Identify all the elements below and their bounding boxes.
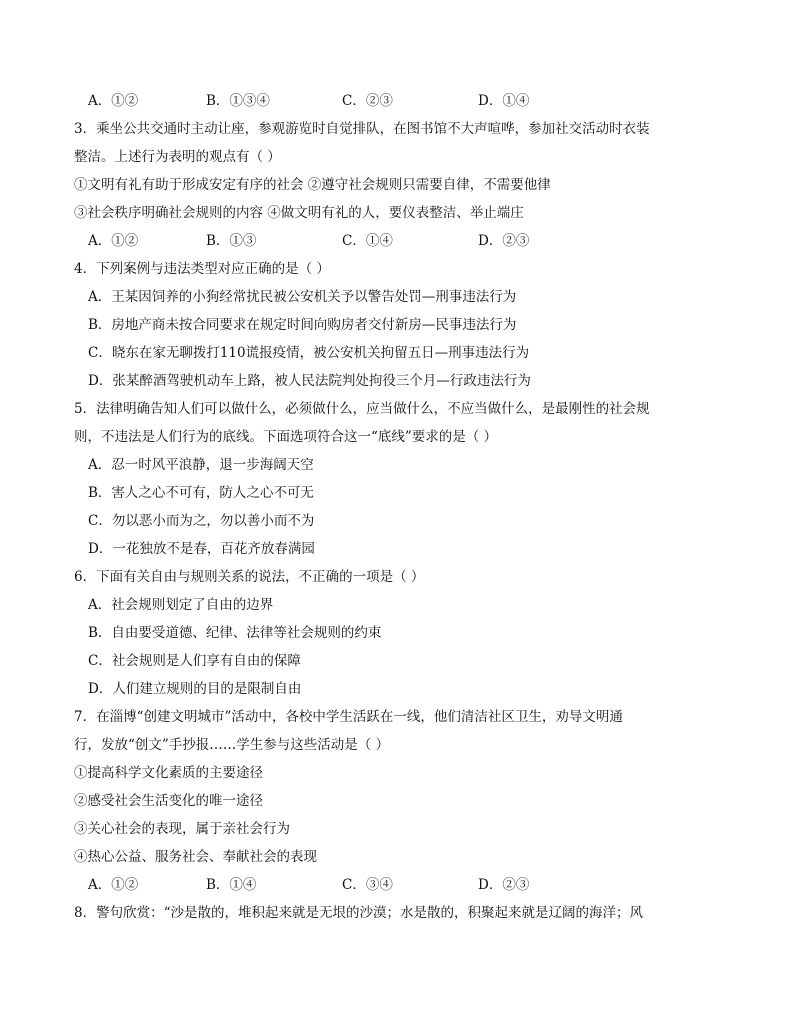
option-b: B．①③④ xyxy=(206,93,270,109)
q2-options xyxy=(88,91,529,111)
q5-option-d: D．一花独放不是春，百花齐放春满园 xyxy=(88,541,315,557)
q6-option-b: B．自由要受道德、纪律、法律等社会规则的约束 xyxy=(88,625,382,641)
q5-option-a: A．忍一时风平浪静，退一步海阔天空 xyxy=(88,457,314,473)
q4-option-b: B．房地产商未按合同要求在规定时间向购房者交付新房—民事违法行为 xyxy=(88,317,517,333)
q4-option-d: D．张某醉酒驾驶机动车上路，被人民法院判处拘役三个月—行政违法行为 xyxy=(88,373,531,389)
q7-statement-2: ②感受社会生活变化的唯一途径 xyxy=(74,793,263,809)
q7-statement-3: ③关心社会的表现，属于亲社会行为 xyxy=(74,821,290,837)
option-d: D．①④ xyxy=(478,93,530,109)
q3-stem-line2: 整洁。上述行为表明的观点有（ ） xyxy=(74,149,281,165)
option-b: B．①③ xyxy=(206,233,257,249)
option-a: A．①② xyxy=(88,233,139,249)
q3-statement-line2: ③社会秩序明确社会规则的内容 ④做文明有礼的人，要仪表整洁、举止端庄 xyxy=(74,205,524,221)
q6-option-c: C．社会规则是人们享有自由的保障 xyxy=(88,653,301,669)
q3-statement-line1: ①文明有礼有助于形成安定有序的社会 ②遵守社会规则只需要自律，不需要他律 xyxy=(74,177,551,193)
option-a: A．①② xyxy=(88,93,139,109)
q5-option-c: C．勿以恶小而为之，勿以善小而不为 xyxy=(88,513,315,529)
q5-stem-line2: 则，不违法是人们行为的底线。下面选项符合这一“底线”要求的是（ ） xyxy=(74,429,498,445)
q6-option-a: A．社会规则划定了自由的边界 xyxy=(88,597,274,613)
q3-stem-line1: 3．乘坐公共交通时主动让座，参观游览时自觉排队，在图书馆不大声喧哗，参加社交活动时衣装 xyxy=(74,121,650,137)
q7-stem-line2: 行，发放“创文”手抄报……学生参与这些活动是（ ） xyxy=(74,737,390,753)
option-c: C．②③ xyxy=(342,93,393,109)
option-c: C．③④ xyxy=(342,877,393,893)
q7-options xyxy=(88,875,529,895)
q6-option-d: D．人们建立规则的目的是限制自由 xyxy=(88,681,302,697)
q4-option-a: A．王某因饲养的小狗经常扰民被公安机关予以警告处罚—刑事违法行为 xyxy=(88,289,517,305)
q4-stem: 4．下列案例与违法类型对应正确的是（ ） xyxy=(74,261,330,277)
q7-statement-4: ④热心公益、服务社会、奉献社会的表现 xyxy=(74,849,317,865)
option-d: D．②③ xyxy=(478,877,530,893)
q5-stem-line1: 5．法律明确告知人们可以做什么，必须做什么，应当做什么，不应当做什么，是最刚性的社会规 xyxy=(74,401,650,417)
q6-stem: 6．下面有关自由与规则关系的说法，不正确的一项是（ ） xyxy=(74,569,425,585)
option-c: C．①④ xyxy=(342,233,393,249)
q8-stem-line1: 8．警句欣赏：“沙是散的，堆积起来就是无垠的沙漠；水是散的，积聚起来就是辽阔的海洋；风 xyxy=(74,905,643,921)
option-b: B．①④ xyxy=(206,877,257,893)
q3-options xyxy=(88,231,529,251)
option-a: A．①② xyxy=(88,877,139,893)
q7-statement-1: ①提高科学文化素质的主要途径 xyxy=(74,765,263,781)
q4-option-c: C．晓东在家无聊拨打110谎报疫情，被公安机关拘留五日—刑事违法行为 xyxy=(88,345,530,361)
q5-option-b: B．害人之心不可有，防人之心不可无 xyxy=(88,485,314,501)
option-d: D．②③ xyxy=(478,233,530,249)
q7-stem-line1: 7．在淄博“创建文明城市”活动中，各校中学生活跃在一线，他们清洁社区卫生，劝导文明通 xyxy=(74,709,623,725)
